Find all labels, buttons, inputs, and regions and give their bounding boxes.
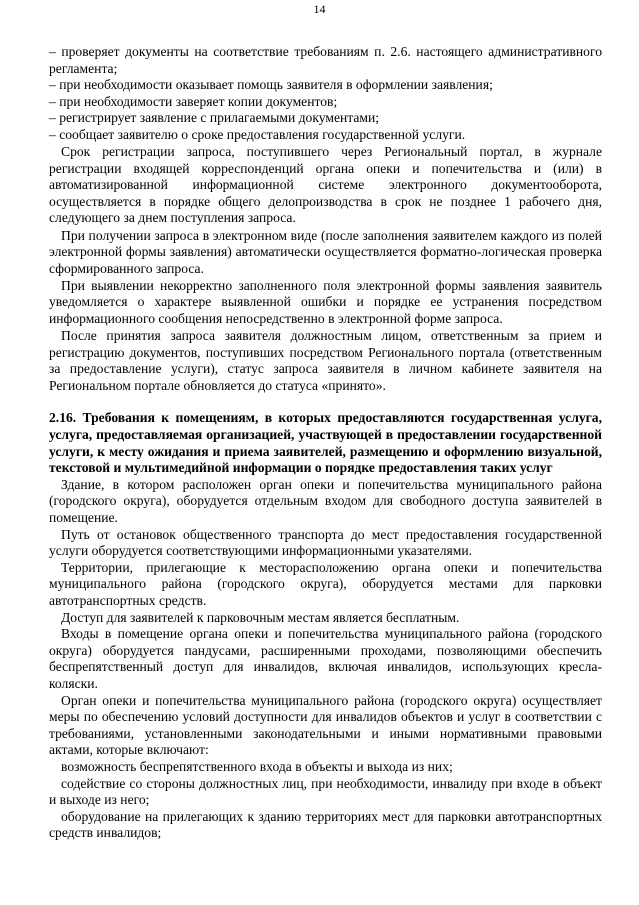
paragraph: После принятия запроса заявителя должностным лицом, ответственным за прием и регистрацию документов, поступивших посредством Регионального портала (ответственным за предоставление услуги), статус запроса заявителя в личном кабинете заявителя на Региональном портале обновляется до статуса «принято».	[49, 328, 602, 393]
list-item: – при необходимости оказывает помощь заявителя в оформлении заявления;	[49, 77, 493, 93]
paragraph: оборудование на прилегающих к зданию территориях мест для парковки автотранспортных средств инвалидов;	[49, 808, 602, 841]
paragraph: При выявлении некорректно заполненного поля электронной формы заявления заявитель уведомляется о характере выявленной ошибки и порядке ее устранения посредством информационного сообщения непосредственно в электронной форме запроса.	[49, 277, 602, 326]
section-heading: 2.16. Требования к помещениям, в которых предоставляются государственная услуга, услуга, предоставляемая организацией, участвующей в предоставлении государственной услуги, к месту ожидания и приема заявителей, размещению и оформлению визуальной, текстовой и мультимедийной информации о порядке предоставления таких услуг	[49, 410, 602, 476]
list-item: – сообщает заявителю о сроке предоставления государственной услуги.	[49, 126, 466, 142]
paragraph: Доступ для заявителей к парковочным местам является бесплатным.	[61, 609, 460, 625]
list-item: – при необходимости заверяет копии документов;	[49, 93, 338, 109]
paragraph: При получении запроса в электронном виде (после заполнения заявителем каждого из полей электронной формы заявления) автоматически осуществляется форматно-логическая проверка сформированного запроса.	[49, 227, 602, 276]
paragraph: Путь от остановок общественного транспорта до мест предоставления государственной услуги оборудуется соответствующими информационными указателями.	[49, 526, 602, 559]
paragraph: Срок регистрации запроса, поступившего через Региональный портал, в журнале регистрации входящей корреспонденций органа опеки и попечительства и (или) в автоматизированной информационной системе электронного документооборота, осуществляется в порядке общего делопроизводства в срок не позднее 1 рабочего дня, следующего за днем поступления запроса.	[49, 144, 602, 226]
list-item: – регистрирует заявление с прилагаемыми документами;	[49, 110, 380, 126]
paragraph: содействие со стороны должностных лиц, при необходимости, инвалиду при входе в объект и выходе из него;	[49, 775, 602, 808]
list-item: – проверяет документы на соответствие требованиям п. 2.6. настоящего административного регламента;	[49, 44, 602, 76]
paragraph: Орган опеки и попечительства муниципального района (городского округа) осуществляет меры по обеспечению условий доступности для инвалидов объектов и услуг в соответствии с требованиями, установленными законодательными и иными нормативными правовыми актами, которые включают:	[49, 692, 602, 758]
paragraph: Здание, в котором расположен орган опеки и попечительства муниципального района (городского округа), оборудуется отдельным входом для свободного доступа заявителей в помещение.	[49, 476, 602, 526]
paragraph: возможность беспрепятственного входа в объекты и выхода из них;	[61, 758, 453, 774]
page-content	[49, 44, 602, 842]
page-number: 14	[313, 2, 326, 16]
paragraph: Территории, прилегающие к месторасположению органа опеки и попечительства муниципального района (городского округа), оборудуется местами для парковки автотранспортных средств.	[49, 559, 602, 608]
paragraph: Входы в помещение органа опеки и попечительства муниципального района (городского округа) оборудуется пандусами, расширенными проходами, позволяющими обеспечить беспрепятственный доступ для инвалидов, включая инвалидов, использующих кресла-коляски.	[49, 626, 602, 691]
